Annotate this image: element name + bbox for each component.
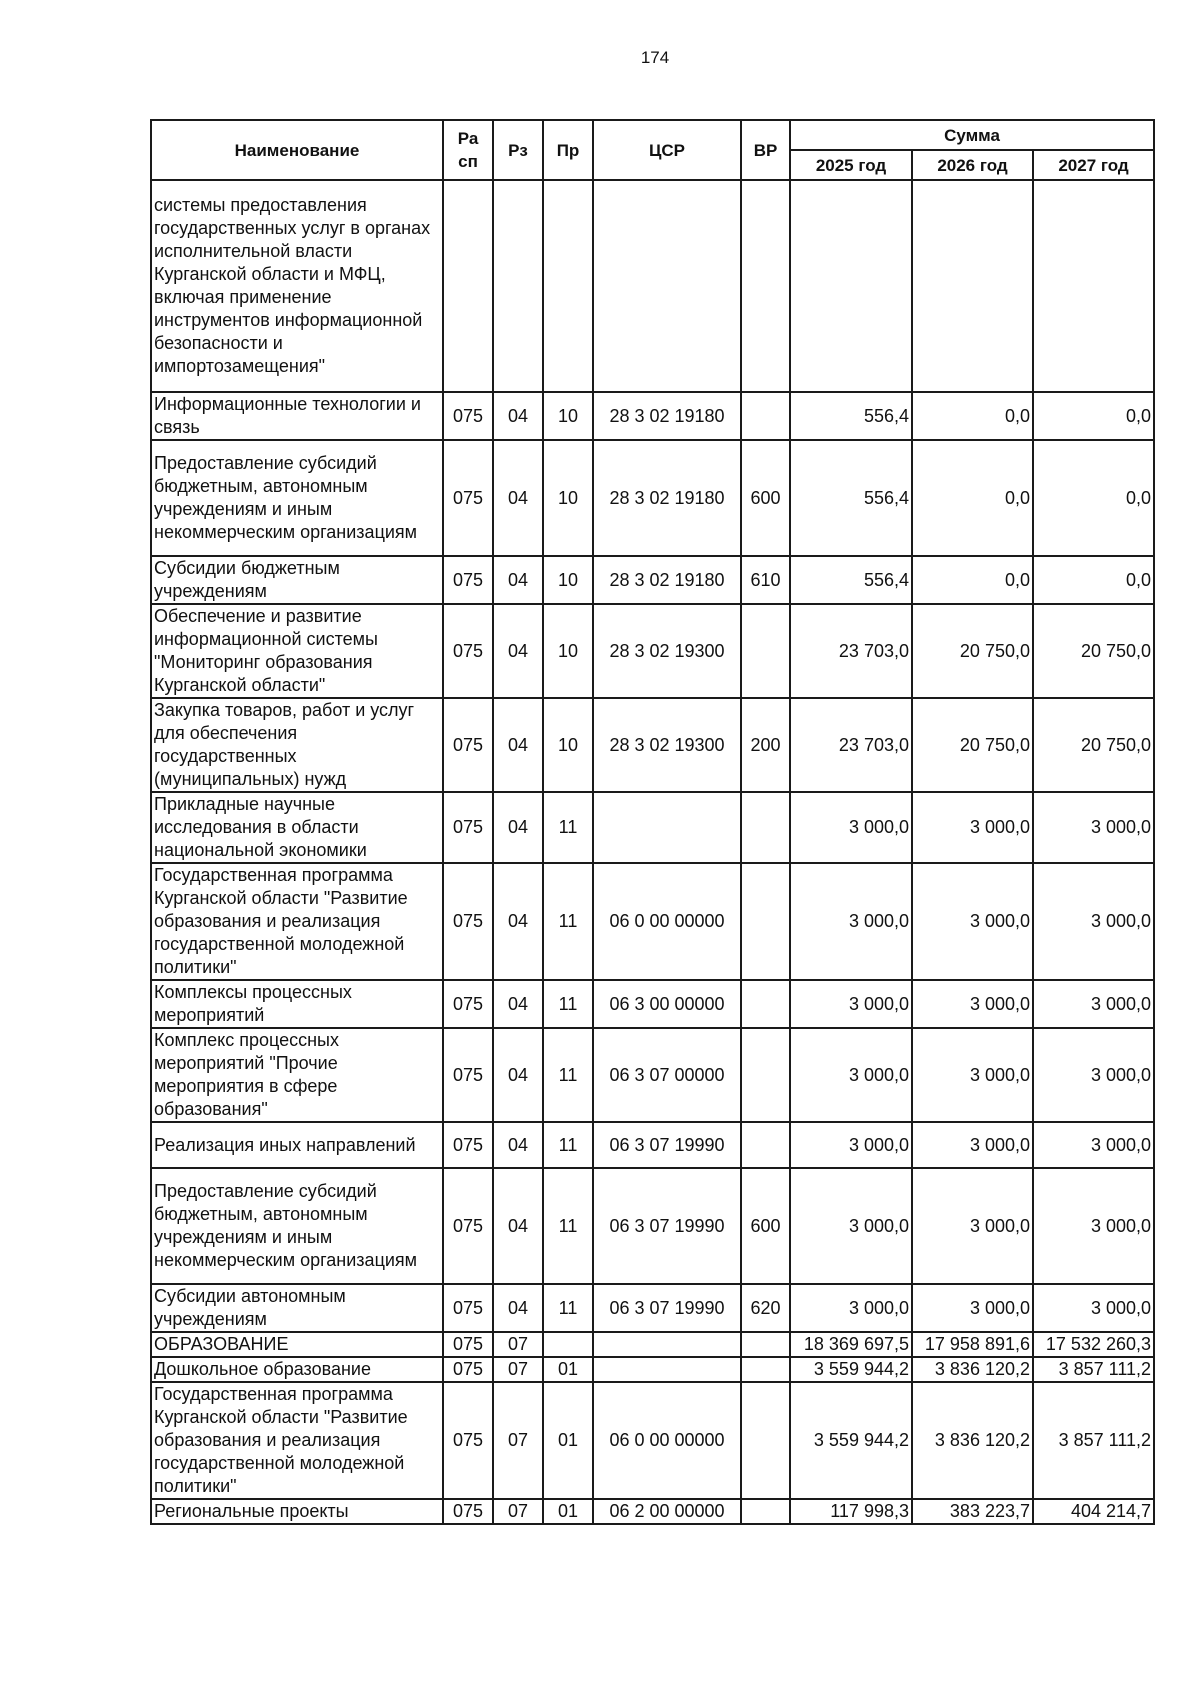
table-row	[151, 1028, 1154, 1122]
row-rasp: 075	[443, 556, 493, 604]
row-2025	[790, 180, 912, 392]
row-csr: 06 2 00 00000	[593, 1499, 741, 1524]
row-2025: 23 703,0	[790, 698, 912, 792]
row-2026: 3 836 120,2	[912, 1357, 1033, 1382]
row-pr: 10	[543, 604, 593, 698]
row-rz: 04	[493, 980, 543, 1028]
row-vr	[741, 1382, 790, 1499]
row-2027: 3 000,0	[1033, 792, 1154, 863]
row-csr	[593, 1357, 741, 1382]
row-2025: 556,4	[790, 556, 912, 604]
row-vr	[741, 1332, 790, 1357]
row-csr: 06 3 07 00000	[593, 1028, 741, 1122]
row-rz	[493, 180, 543, 392]
col-header-2027: 2027 год	[1033, 150, 1154, 180]
row-csr: 28 3 02 19180	[593, 392, 741, 440]
row-name: Государственная программа Курганской области "Развитие образования и реализация государственной молодежной политики"	[151, 1382, 443, 1499]
row-rz: 04	[493, 698, 543, 792]
row-rz: 07	[493, 1499, 543, 1524]
row-2026: 3 836 120,2	[912, 1382, 1033, 1499]
row-pr: 11	[543, 792, 593, 863]
row-2027: 0,0	[1033, 556, 1154, 604]
row-rasp: 075	[443, 1168, 493, 1284]
row-csr: 06 3 00 00000	[593, 980, 741, 1028]
row-pr: 01	[543, 1499, 593, 1524]
row-pr	[543, 180, 593, 392]
row-vr	[741, 980, 790, 1028]
row-rasp: 075	[443, 980, 493, 1028]
row-2026: 3 000,0	[912, 863, 1033, 980]
row-vr	[741, 1499, 790, 1524]
row-rz: 07	[493, 1382, 543, 1499]
row-2027: 3 000,0	[1033, 980, 1154, 1028]
row-csr	[593, 180, 741, 392]
row-2027: 3 000,0	[1033, 1168, 1154, 1284]
row-name: Субсидии бюджетным учреждениям	[151, 556, 443, 604]
row-csr: 06 3 07 19990	[593, 1284, 741, 1332]
row-rasp: 075	[443, 392, 493, 440]
table-row	[151, 604, 1154, 698]
row-2026: 0,0	[912, 440, 1033, 556]
row-name: ОБРАЗОВАНИЕ	[151, 1332, 443, 1357]
row-rz: 04	[493, 1122, 543, 1168]
row-name: Предоставление субсидий бюджетным, автономным учреждениям и иным некоммерческим организациям	[151, 1168, 443, 1284]
row-2025: 3 000,0	[790, 1122, 912, 1168]
row-vr	[741, 180, 790, 392]
col-header-rz: Рз	[493, 120, 543, 180]
row-rasp: 075	[443, 792, 493, 863]
row-name: Обеспечение и развитие информационной системы "Мониторинг образования Курганской области"	[151, 604, 443, 698]
row-2027: 404 214,7	[1033, 1499, 1154, 1524]
row-vr	[741, 604, 790, 698]
row-2027: 3 857 111,2	[1033, 1357, 1154, 1382]
row-vr	[741, 1357, 790, 1382]
row-rasp: 075	[443, 604, 493, 698]
row-2026: 0,0	[912, 392, 1033, 440]
row-pr: 01	[543, 1357, 593, 1382]
row-vr	[741, 1028, 790, 1122]
row-vr: 600	[741, 1168, 790, 1284]
table-row	[151, 1382, 1154, 1499]
row-name: Региональные проекты	[151, 1499, 443, 1524]
row-2027: 20 750,0	[1033, 698, 1154, 792]
table-row	[151, 1332, 1154, 1357]
row-name: Субсидии автономным учреждениям	[151, 1284, 443, 1332]
col-header-2025: 2025 год	[790, 150, 912, 180]
row-csr: 06 0 00 00000	[593, 863, 741, 980]
row-name: Реализация иных направлений	[151, 1122, 443, 1168]
row-2026: 383 223,7	[912, 1499, 1033, 1524]
row-rasp: 075	[443, 863, 493, 980]
row-2025: 3 000,0	[790, 863, 912, 980]
row-csr: 28 3 02 19180	[593, 556, 741, 604]
row-2025: 18 369 697,5	[790, 1332, 912, 1357]
row-vr	[741, 392, 790, 440]
page-number: 174	[640, 48, 670, 67]
row-pr: 11	[543, 1122, 593, 1168]
table-row	[151, 556, 1154, 604]
row-name: системы предоставления государственных услуг в органах исполнительной власти Курганской области и МФЦ, включая применение инструментов информационной безопасности и импортозамещения"	[151, 180, 443, 392]
row-2025: 23 703,0	[790, 604, 912, 698]
row-pr: 11	[543, 1168, 593, 1284]
row-csr	[593, 792, 741, 863]
row-name: Закупка товаров, работ и услуг для обеспечения государственных (муниципальных) нужд	[151, 698, 443, 792]
row-csr: 28 3 02 19300	[593, 698, 741, 792]
row-vr	[741, 792, 790, 863]
row-csr	[593, 1332, 741, 1357]
row-vr	[741, 1122, 790, 1168]
col-header-csr: ЦСР	[593, 120, 741, 180]
row-2025: 3 559 944,2	[790, 1382, 912, 1499]
row-rz: 04	[493, 440, 543, 556]
row-csr: 06 3 07 19990	[593, 1122, 741, 1168]
row-name: Дошкольное образование	[151, 1357, 443, 1382]
table-row	[151, 792, 1154, 863]
col-header-name: Наименование	[151, 120, 443, 180]
row-name: Комплекс процессных мероприятий "Прочие мероприятия в сфере образования"	[151, 1028, 443, 1122]
row-vr: 600	[741, 440, 790, 556]
row-2026: 17 958 891,6	[912, 1332, 1033, 1357]
row-pr: 11	[543, 980, 593, 1028]
row-2025: 3 559 944,2	[790, 1357, 912, 1382]
row-csr: 06 0 00 00000	[593, 1382, 741, 1499]
row-pr: 10	[543, 440, 593, 556]
col-header-2026: 2026 год	[912, 150, 1033, 180]
row-2025: 3 000,0	[790, 1284, 912, 1332]
row-rasp: 075	[443, 1332, 493, 1357]
row-2027: 3 000,0	[1033, 1284, 1154, 1332]
row-2026: 3 000,0	[912, 1028, 1033, 1122]
row-rasp: 075	[443, 1284, 493, 1332]
row-2025: 3 000,0	[790, 1168, 912, 1284]
table-row	[151, 1168, 1154, 1284]
row-name: Прикладные научные исследования в области национальной экономики	[151, 792, 443, 863]
row-2027: 0,0	[1033, 440, 1154, 556]
row-rasp: 075	[443, 1499, 493, 1524]
row-rasp: 075	[443, 1357, 493, 1382]
row-2026: 3 000,0	[912, 1122, 1033, 1168]
row-pr: 10	[543, 392, 593, 440]
row-2027: 20 750,0	[1033, 604, 1154, 698]
row-rz: 04	[493, 556, 543, 604]
row-2027: 3 857 111,2	[1033, 1382, 1154, 1499]
row-csr: 28 3 02 19180	[593, 440, 741, 556]
row-rasp: 075	[443, 698, 493, 792]
row-vr: 620	[741, 1284, 790, 1332]
table-row	[151, 1357, 1154, 1382]
row-2027: 17 532 260,3	[1033, 1332, 1154, 1357]
table-row	[151, 1122, 1154, 1168]
row-2026: 3 000,0	[912, 792, 1033, 863]
row-csr: 06 3 07 19990	[593, 1168, 741, 1284]
row-pr: 10	[543, 698, 593, 792]
row-vr	[741, 863, 790, 980]
table-row	[151, 440, 1154, 556]
row-2025: 3 000,0	[790, 1028, 912, 1122]
table-row	[151, 392, 1154, 440]
col-header-pr: Пр	[543, 120, 593, 180]
row-rasp: 075	[443, 1382, 493, 1499]
row-pr: 11	[543, 1284, 593, 1332]
row-rz: 04	[493, 792, 543, 863]
col-header-vr: ВР	[741, 120, 790, 180]
table-row	[151, 863, 1154, 980]
row-2027: 0,0	[1033, 392, 1154, 440]
row-2026: 3 000,0	[912, 980, 1033, 1028]
row-rasp: 075	[443, 1122, 493, 1168]
row-pr: 11	[543, 863, 593, 980]
row-rz: 04	[493, 1168, 543, 1284]
row-2027: 3 000,0	[1033, 1122, 1154, 1168]
row-2027: 3 000,0	[1033, 863, 1154, 980]
table-body	[151, 180, 1154, 1524]
row-vr: 200	[741, 698, 790, 792]
row-rz: 04	[493, 604, 543, 698]
row-csr: 28 3 02 19300	[593, 604, 741, 698]
budget-table	[150, 119, 1155, 1525]
row-pr: 01	[543, 1382, 593, 1499]
row-2026	[912, 180, 1033, 392]
row-rz: 04	[493, 1028, 543, 1122]
row-2026: 20 750,0	[912, 698, 1033, 792]
row-name: Государственная программа Курганской области "Развитие образования и реализация государственной молодежной политики"	[151, 863, 443, 980]
row-2026: 3 000,0	[912, 1168, 1033, 1284]
row-pr	[543, 1332, 593, 1357]
row-2027: 3 000,0	[1033, 1028, 1154, 1122]
col-header-rasp: Ра сп	[443, 120, 493, 180]
row-pr: 11	[543, 1028, 593, 1122]
col-header-summa: Сумма	[790, 120, 1154, 150]
row-vr: 610	[741, 556, 790, 604]
row-2026: 20 750,0	[912, 604, 1033, 698]
row-rasp: 075	[443, 1028, 493, 1122]
row-2025: 117 998,3	[790, 1499, 912, 1524]
row-name: Информационные технологии и связь	[151, 392, 443, 440]
row-2025: 3 000,0	[790, 792, 912, 863]
row-rasp: 075	[443, 440, 493, 556]
row-name: Комплексы процессных мероприятий	[151, 980, 443, 1028]
row-2026: 0,0	[912, 556, 1033, 604]
row-2027	[1033, 180, 1154, 392]
table-row	[151, 980, 1154, 1028]
header-row	[151, 120, 1154, 150]
table-row	[151, 1284, 1154, 1332]
table-row	[151, 1499, 1154, 1524]
row-2025: 556,4	[790, 440, 912, 556]
row-2026: 3 000,0	[912, 1284, 1033, 1332]
row-rz: 07	[493, 1357, 543, 1382]
row-rz: 04	[493, 392, 543, 440]
table-row	[151, 180, 1154, 392]
row-rasp	[443, 180, 493, 392]
row-rz: 04	[493, 863, 543, 980]
row-rz: 07	[493, 1332, 543, 1357]
row-rz: 04	[493, 1284, 543, 1332]
row-pr: 10	[543, 556, 593, 604]
row-2025: 3 000,0	[790, 980, 912, 1028]
row-name: Предоставление субсидий бюджетным, автономным учреждениям и иным некоммерческим организациям	[151, 440, 443, 556]
row-2025: 556,4	[790, 392, 912, 440]
table-row	[151, 698, 1154, 792]
